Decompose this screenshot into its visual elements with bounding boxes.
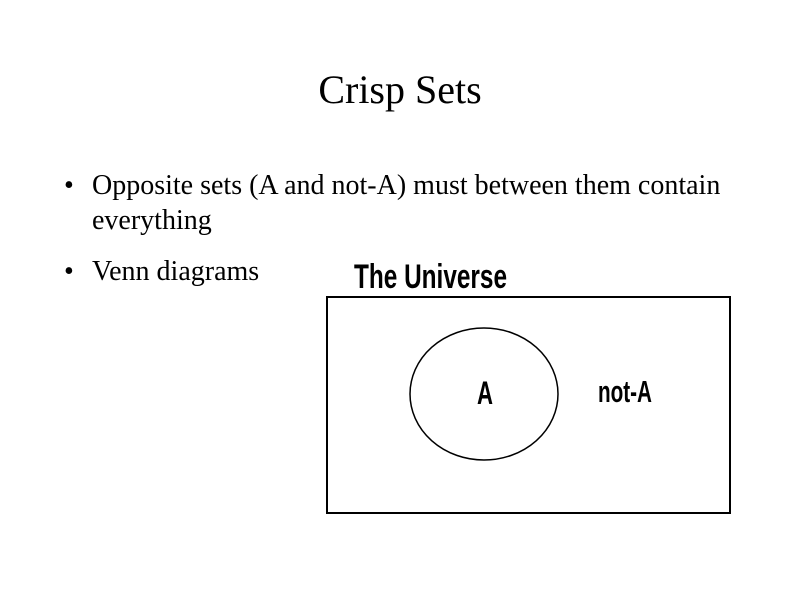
set-a-label: A (477, 375, 493, 411)
universe-label: The Universe (354, 258, 507, 296)
bullet-icon: • (64, 256, 74, 287)
bullet-icon: • (64, 170, 74, 201)
not-a-label: not-A (598, 374, 652, 409)
slide-title: Crisp Sets (318, 67, 482, 112)
bullet-text-opposite-sets: Opposite sets (A and not-A) must between them contain everything (92, 170, 721, 236)
bullet-text-venn-diagrams: Venn diagrams (92, 256, 260, 287)
